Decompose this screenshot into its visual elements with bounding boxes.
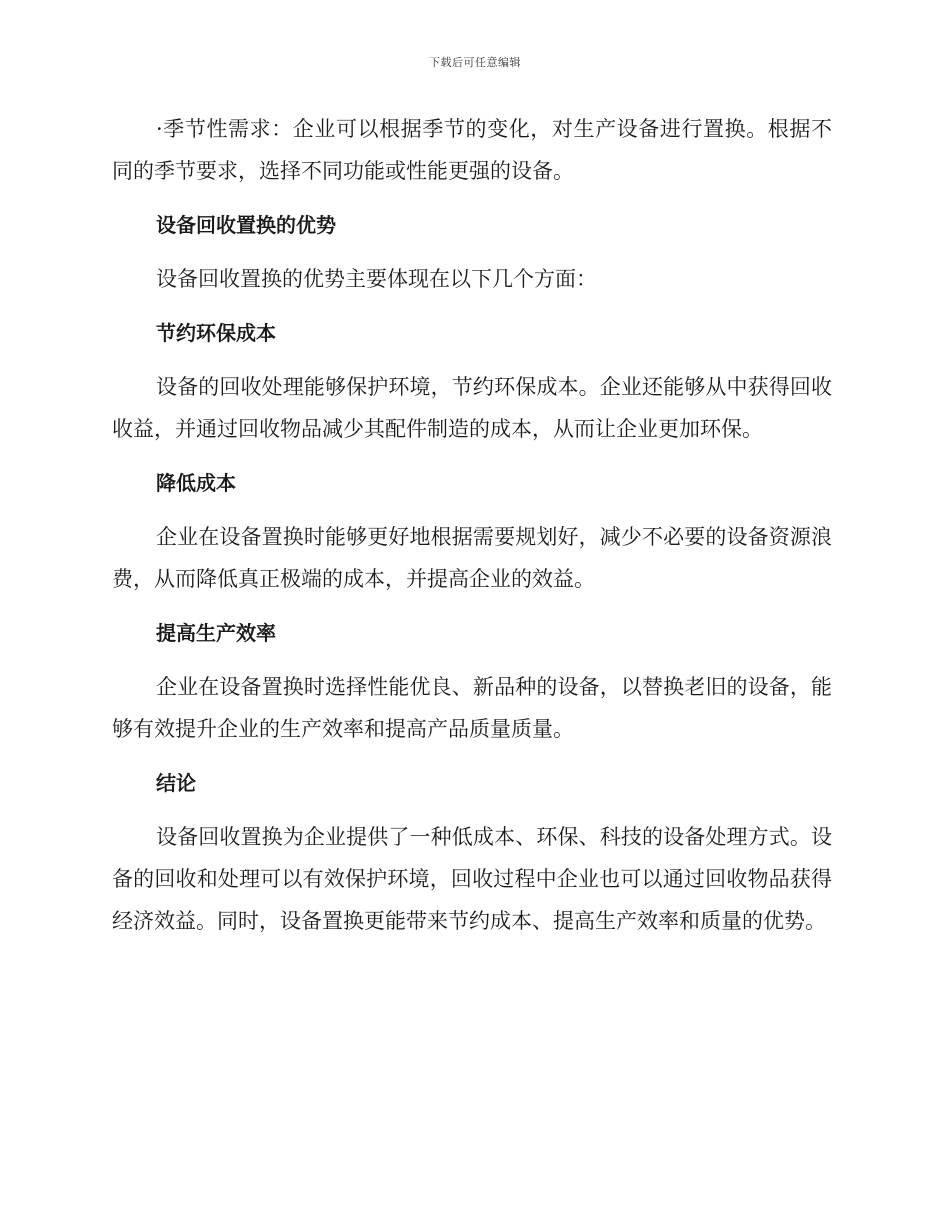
section-heading-advantages: 设备回收置换的优势 [156, 213, 336, 237]
paragraph-seasonal-demand: ·季节性需求：企业可以根据季节的变化，对生产设备进行置换。根据不同的季节要求，选择不同功能或性能更强的设备。 [112, 117, 832, 183]
paragraph-cost-reduction: 企业在设备置换时能够更好地根据需要规划好，减少不必要的设备资源浪费，从而降低真正极端的成本，并提高企业的效益。 [112, 525, 832, 591]
paragraph-advantages-intro: 设备回收置换的优势主要体现在以下几个方面： [156, 267, 597, 291]
paragraph-conclusion: 设备回收置换为企业提供了一种低成本、环保、科技的设备处理方式。设备的回收和处理可以有效保护环境，回收过程中企业也可以通过回收物品获得经济效益。同时，设备置换更能带来节约成本、提高生产效率和质量的优势。 [112, 825, 832, 933]
document-body [112, 108, 832, 954]
section-heading-cost-reduction: 降低成本 [156, 471, 236, 495]
page-header: 下载后可任意编辑 [429, 56, 521, 69]
paragraph-environmental-savings: 设备的回收处理能够保护环境，节约环保成本。企业还能够从中获得回收收益，并通过回收物品减少其配件制造的成本，从而让企业更加环保。 [112, 375, 832, 441]
section-heading-efficiency: 提高生产效率 [156, 621, 276, 645]
section-heading-conclusion: 结论 [156, 771, 196, 795]
paragraph-efficiency: 企业在设备置换时选择性能优良、新品种的设备，以替换老旧的设备，能够有效提升企业的生产效率和提高产品质量质量。 [112, 675, 832, 741]
section-heading-environmental-savings: 节约环保成本 [156, 321, 276, 345]
